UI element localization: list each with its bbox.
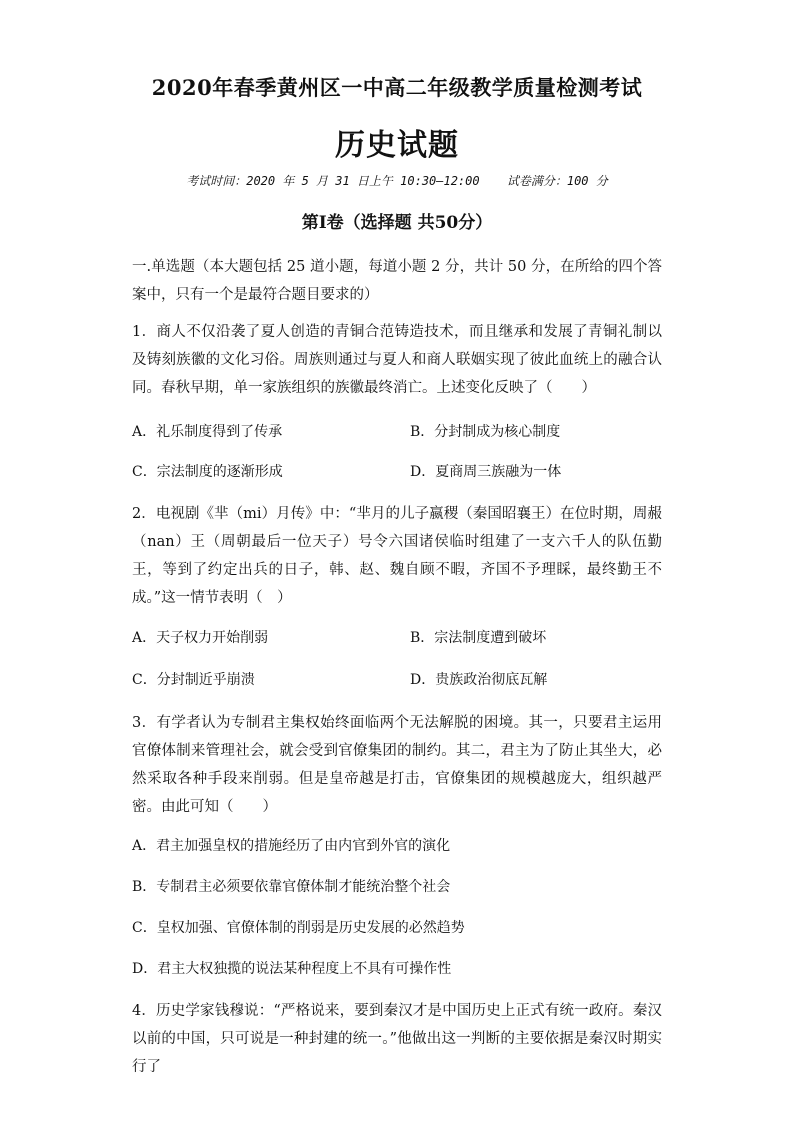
option-d[interactable]: D．夏商周三族融为一体 [410, 464, 562, 480]
question-stem: 2．电视剧《芈（mi）月传》中：“芈月的儿子嬴稷（秦国昭襄王）在位时期，周赧（nan）王（周朝最后一位天子）号令六国诸侯临时组建了一支六千人的队伍勤王，等到了约定出兵的日子，韩、赵、魏自顾不暇，齐国不予理睬，最终勤王不成。”这一情节表明（ ） [132, 506, 662, 606]
option-c[interactable]: C．皇权加强、官僚体制的削弱是历史发展的必然趋势 [132, 920, 465, 936]
question-3 [132, 709, 662, 821]
option-c[interactable]: C．宗法制度的逐渐形成 [132, 464, 283, 480]
exam-info [0, 172, 794, 189]
option-a[interactable]: A．君主加强皇权的措施经历了由内官到外官的演化 [132, 838, 451, 854]
instructions-text: 一.单选题（本大题包括 25 道小题，每道小题 2 分，共计 50 分，在所给的四个答案中，只有一个是最符合题目要求的） [132, 259, 662, 303]
question-1 [132, 318, 662, 402]
option-b[interactable]: B．专制君主必须要依靠官僚体制才能统治整个社会 [132, 879, 451, 895]
section-title: 第Ⅰ卷（选择题 共50分） [301, 213, 493, 233]
option-d[interactable]: D．君主大权独揽的说法某种程度上不具有可操作性 [132, 961, 452, 977]
full-score: 试卷满分：100 分 [506, 174, 608, 188]
question-stem: 4．历史学家钱穆说：“严格说来，要到秦汉才是中国历史上正式有统一政府。秦汉以前的中国，只可说是一种封建的统一。”他做出这一判断的主要依据是秦汉时期实行了 [132, 1003, 662, 1075]
option-a[interactable]: A．天子权力开始削弱 [132, 630, 269, 646]
section-instructions [132, 253, 662, 309]
option-d[interactable]: D．贵族政治彻底瓦解 [410, 672, 548, 688]
option-a[interactable]: A．礼乐制度得到了传承 [132, 424, 283, 440]
question-stem: 1．商人不仅沿袭了夏人创造的青铜合范铸造技术，而且继承和发展了青铜礼制以及铸刻族徽的文化习俗。周族则通过与夏人和商人联姻实现了彼此血统上的融合认同。春秋早期，单一家族组织的族徽最终消亡。上述变化反映了（ ） [132, 324, 662, 396]
question-stem: 3．有学者认为专制君主集权始终面临两个无法解脱的困境。其一，只要君主运用官僚体制来管理社会，就会受到官僚集团的制约。其二，君主为了防止其坐大，必然采取各种手段来削弱。但是皇帝越是打击，官僚集团的规模越庞大，组织越严密。由此可知（ ） [132, 715, 662, 815]
question-2 [132, 500, 662, 612]
exam-time: 考试时间：2020 年 5 月 31 日上午 10:30—12:00 [186, 174, 480, 188]
option-c[interactable]: C．分封制近乎崩溃 [132, 672, 255, 688]
option-b[interactable]: B．分封制成为核心制度 [410, 424, 561, 440]
option-b[interactable]: B．宗法制度遭到破坏 [410, 630, 547, 646]
question-4 [132, 997, 662, 1081]
subject-title: 历史试题 [335, 128, 459, 163]
exam-title: 2020年春季黄州区一中高二年级教学质量检测考试 [151, 75, 643, 100]
